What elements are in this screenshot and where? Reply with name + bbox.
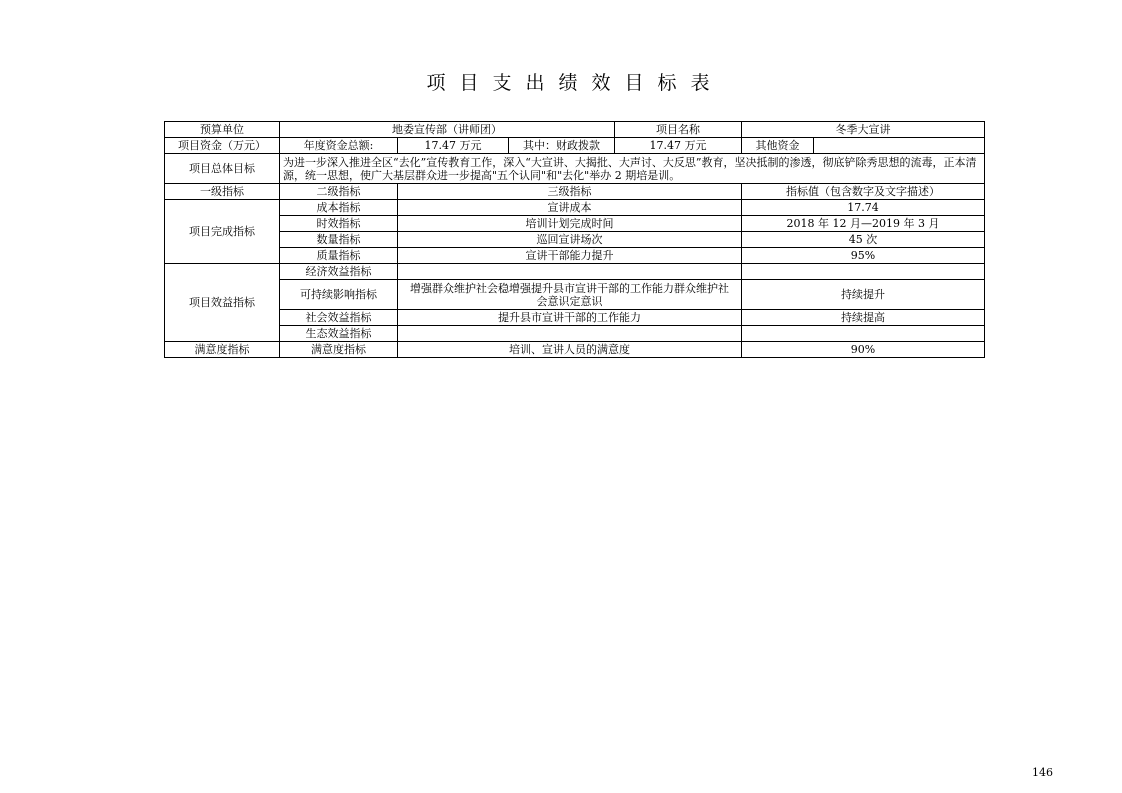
other-funds-value (814, 138, 985, 154)
overall-goal-text: 为进一步深入推进全区“去化”宣传教育工作，深入“大宣讲、大揭批、大声讨、大反思”教育，坚决抵制的渗透，彻底铲除秀思想的流毒，正本清源，统一思想，使广大基层群众进一步提高"五个认同"和"去化"举办 2 期培是训。 (280, 154, 985, 184)
funds-label: 项目资金（万元） (165, 138, 280, 154)
level2-cell: 时效指标 (280, 216, 398, 232)
value-cell: 45 次 (742, 232, 985, 248)
other-funds-label: 其他资金 (742, 138, 814, 154)
table-row (165, 326, 985, 342)
value-cell: 95% (742, 248, 985, 264)
project-name-label: 项目名称 (615, 122, 742, 138)
level2-cell: 可持续影响指标 (280, 280, 398, 310)
level3-cell: 增强群众维护社会稳增强提升县市宣讲干部的工作能力群众维护社会意识定意识 (398, 280, 742, 310)
table-row (165, 216, 985, 232)
header-row (165, 122, 985, 138)
level2-cell: 满意度指标 (280, 342, 398, 358)
fiscal-value: 17.47 万元 (615, 138, 742, 154)
table-row (165, 280, 985, 310)
level2-cell: 生态效益指标 (280, 326, 398, 342)
level3-cell: 宣讲干部能力提升 (398, 248, 742, 264)
value-cell: 持续提升 (742, 280, 985, 310)
level2-cell: 成本指标 (280, 200, 398, 216)
level2-cell: 经济效益指标 (280, 264, 398, 280)
value-cell: 17.74 (742, 200, 985, 216)
level3-cell: 宣讲成本 (398, 200, 742, 216)
benefit-label: 项目效益指标 (165, 264, 280, 342)
level3-header: 三级指标 (398, 184, 742, 200)
value-cell: 2018 年 12 月—2019 年 3 月 (742, 216, 985, 232)
level3-cell: 提升县市宣讲干部的工作能力 (398, 310, 742, 326)
value-header: 指标值（包含数字及文字描述） (742, 184, 985, 200)
level3-cell: 培训、宣讲人员的满意度 (398, 342, 742, 358)
project-name-value: 冬季大宣讲 (742, 122, 985, 138)
table-row (165, 200, 985, 216)
column-header-row (165, 184, 985, 200)
overall-goal-row (165, 154, 985, 184)
table-row (165, 264, 985, 280)
level3-cell (398, 264, 742, 280)
level3-cell (398, 326, 742, 342)
level3-cell: 培训计划完成时间 (398, 216, 742, 232)
level3-cell: 巡回宣讲场次 (398, 232, 742, 248)
completion-label: 项目完成指标 (165, 200, 280, 264)
level1-header: 一级指标 (165, 184, 280, 200)
table-row (165, 248, 985, 264)
level2-cell: 社会效益指标 (280, 310, 398, 326)
page-title: 项目支出绩效目标表 (426, 72, 724, 94)
level2-cell: 数量指标 (280, 232, 398, 248)
budget-unit-label: 预算单位 (165, 122, 280, 138)
performance-goal-table (164, 121, 985, 358)
level2-cell: 质量指标 (280, 248, 398, 264)
table-row (165, 310, 985, 326)
annual-total-label: 年度资金总额: (280, 138, 398, 154)
value-cell: 持续提高 (742, 310, 985, 326)
fiscal-label: 其中：财政拨款 (509, 138, 615, 154)
overall-goal-label: 项目总体目标 (165, 154, 280, 184)
satisfaction-label: 满意度指标 (165, 342, 280, 358)
page-number: 146 (1032, 766, 1053, 779)
table-row (165, 232, 985, 248)
level2-header: 二级指标 (280, 184, 398, 200)
table-row (165, 342, 985, 358)
funds-row (165, 138, 985, 154)
value-cell (742, 264, 985, 280)
annual-total-value: 17.47 万元 (398, 138, 509, 154)
value-cell (742, 326, 985, 342)
budget-unit-value: 地委宣传部（讲师团） (280, 122, 615, 138)
value-cell: 90% (742, 342, 985, 358)
